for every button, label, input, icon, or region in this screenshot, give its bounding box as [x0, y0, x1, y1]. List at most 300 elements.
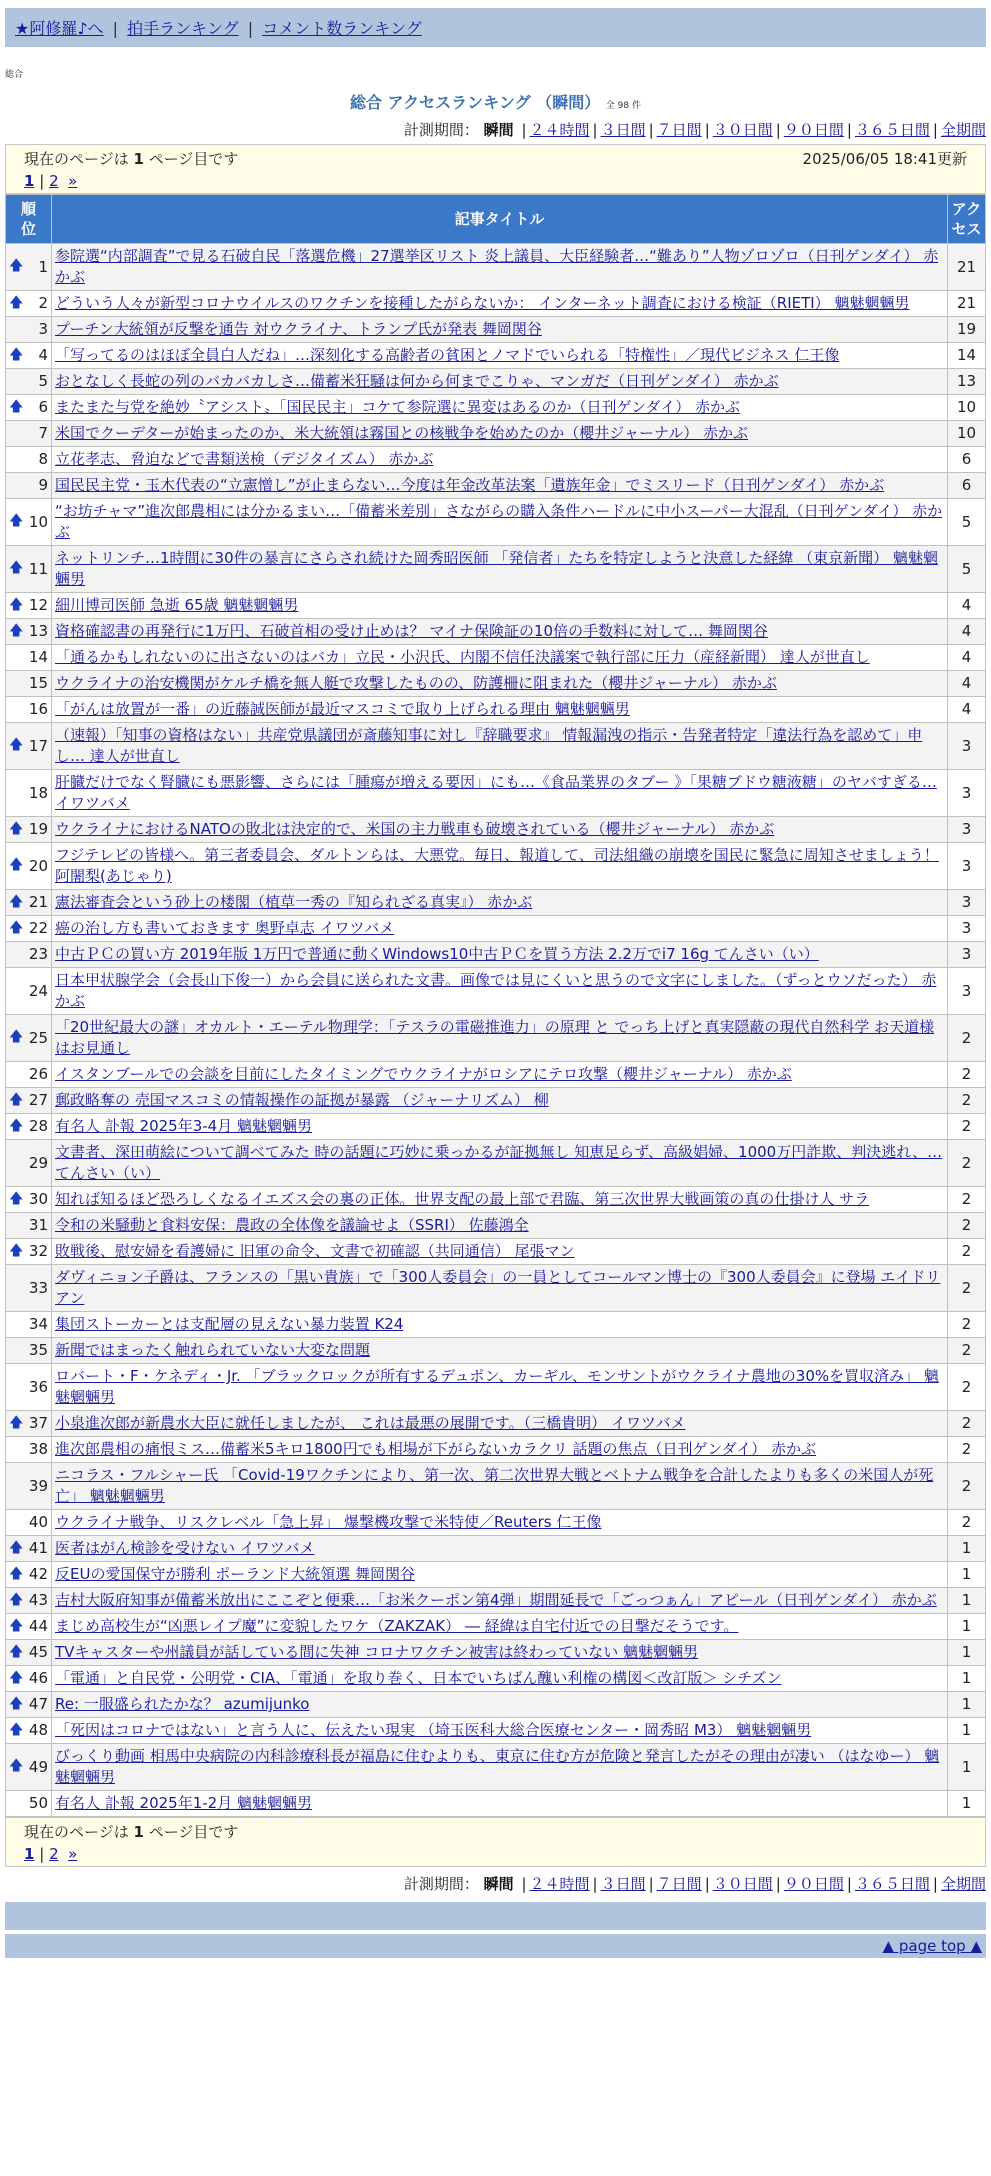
article-link[interactable]: 知れば知るほど恐ろしくなるイエズス会の裏の正体。世界支配の最上部で君臨、第三次世界大戦画策の真の仕掛け人 サラ — [55, 1190, 870, 1208]
period-separator: | — [592, 121, 598, 139]
access-count: 13 — [948, 369, 986, 395]
article-link[interactable]: 資格確認書の再発行に1万円、石破首相の受け止めは？ マイナ保険証の10倍の手数料に対して… 舞岡関谷 — [55, 622, 768, 640]
access-count: 3 — [948, 770, 986, 817]
article-link[interactable]: Re: 一服盛られたかな？ azumijunko — [55, 1695, 310, 1713]
title-cell — [52, 723, 948, 770]
period-link-2[interactable]: ３日間 — [600, 121, 646, 139]
pager-bottom — [5, 1817, 986, 1867]
article-link[interactable]: 肝臓だけでなく腎臓にも悪影響、さらには「腫瘍が増える要因」にも…《食品業界のタブー 》「果糖ブドウ糖液糖」のヤバすぎる… イワツバメ — [55, 773, 937, 812]
table-row — [6, 291, 986, 317]
period-link-3[interactable]: ７日間 — [656, 1875, 702, 1893]
page-status-number: 1 — [133, 150, 144, 168]
up-arrow-icon: 🡅 — [9, 1695, 24, 1712]
table-row — [6, 1114, 986, 1140]
article-link[interactable]: ウクライナの治安機関がケルチ橋を無人艇で攻撃したものの、防護柵に阻まれた（櫻井ジャーナル） 赤かぶ — [55, 674, 777, 692]
title-cell — [52, 317, 948, 343]
category-label: 総合 — [5, 70, 24, 80]
home-link[interactable]: ★阿修羅♪へ — [15, 19, 104, 38]
period-separator: | — [846, 1875, 852, 1893]
article-link[interactable]: 令和の米騒動と食料安保：農政の全体像を議論せよ（SSRI） 佐藤鴻全 — [55, 1216, 529, 1234]
article-link[interactable]: 憲法審査会という砂上の楼閣（植草一秀の『知られざる真実』） 赤かぶ — [55, 893, 533, 911]
rank-cell — [6, 421, 52, 447]
article-link[interactable]: 国民民主党・玉木代表の“立憲憎し”が止まらない…今度は年金改革法案「遺族年金」でミスリード（日刊ゲンダイ） 赤かぶ — [55, 476, 885, 494]
table-row — [6, 1015, 986, 1062]
table-row — [6, 1265, 986, 1312]
table-row — [6, 1692, 986, 1718]
table-row — [6, 843, 986, 890]
rank-number: 43 — [28, 1591, 48, 1609]
access-count: 2 — [948, 1114, 986, 1140]
rank-cell — [6, 942, 52, 968]
page-links — [24, 1845, 967, 1863]
table-row — [6, 817, 986, 843]
period-separator: | — [648, 121, 654, 139]
period-link-5[interactable]: ９０日間 — [783, 121, 844, 139]
table-row — [6, 1338, 986, 1364]
rank-cell — [6, 244, 52, 291]
period-link-2[interactable]: ３日間 — [600, 1875, 646, 1893]
article-link[interactable]: まじめ高校生が“凶悪レイプ魔”に変貌したワケ（ZAKZAK） ― 経緯は自宅付近での目撃だそうです。 — [55, 1617, 739, 1635]
rank-cell — [6, 1666, 52, 1692]
rank-number: 32 — [28, 1242, 48, 1260]
article-link[interactable]: 郵政略奪の 売国マスコミの情報操作の証拠が暴露 （ジャーナリズム） 柳 — [55, 1091, 549, 1109]
rank-cell — [6, 1088, 52, 1114]
title-cell — [52, 843, 948, 890]
article-link[interactable]: 小泉進次郎が新農水大臣に就任しましたが、 これは最悪の展開です。（三橋貴明） イワツバメ — [55, 1414, 686, 1432]
title-cell — [52, 1588, 948, 1614]
access-count: 6 — [948, 447, 986, 473]
access-count: 2 — [948, 1338, 986, 1364]
table-row — [6, 499, 986, 546]
period-separator: | — [592, 1875, 598, 1893]
page-status-suffix: ページ目です — [148, 1823, 239, 1841]
rank-number: 4 — [38, 346, 48, 364]
table-row — [6, 1640, 986, 1666]
period-separator: | — [775, 1875, 781, 1893]
access-count: 2 — [948, 1437, 986, 1463]
period-label: 計測期間： — [403, 121, 479, 139]
rank-number: 6 — [38, 398, 48, 416]
article-link[interactable]: 吉村大阪府知事が備蓄米放出にここぞと便乗…「お米クーポン第4弾」期間延長で「ごっつぁん」アピール（日刊ゲンダイ） 赤かぶ — [55, 1591, 937, 1609]
table-row — [6, 671, 986, 697]
access-count: 1 — [948, 1692, 986, 1718]
title-cell — [52, 1088, 948, 1114]
rank-number: 30 — [28, 1190, 48, 1208]
up-arrow-icon: 🡅 — [9, 1242, 24, 1259]
rank-number: 26 — [28, 1065, 48, 1083]
period-separator: | — [648, 1875, 654, 1893]
article-link[interactable]: 反EUの愛国保守が勝利 ポーランド大統領選 舞岡関谷 — [55, 1565, 415, 1583]
rank-cell — [6, 499, 52, 546]
title-cell — [52, 916, 948, 942]
rank-cell — [6, 291, 52, 317]
article-link[interactable]: 米国でクーデターが始まったのか、米大統領は霧国との核戦争を始めたのか（櫻井ジャーナル） 赤かぶ — [55, 424, 748, 442]
page-status-prefix: 現在のページは — [24, 150, 129, 168]
article-link[interactable]: （速報）「知事の資格はない」共産党県議団が斎藤知事に対し『辞職要求』 情報漏洩の指示・告発者特定「違法行為を認めて」申し… 達人が世直し — [55, 726, 923, 765]
period-link-4[interactable]: ３０日間 — [712, 121, 773, 139]
article-link[interactable]: TVキャスターや州議員が話している間に失神 コロナワクチン被害は終わっていない 魑魅魍魎男 — [55, 1643, 699, 1661]
period-separator: | — [704, 121, 710, 139]
title-cell — [52, 343, 948, 369]
title-cell — [52, 1213, 948, 1239]
rank-number: 20 — [28, 856, 48, 875]
article-link[interactable]: 敗戦後、慰安婦を看護婦に 旧軍の命令、文書で初確認（共同通信） 尾張マン — [55, 1242, 575, 1260]
rank-number: 49 — [28, 1757, 48, 1776]
title-cell — [52, 1114, 948, 1140]
access-count: 2 — [948, 1187, 986, 1213]
up-arrow-icon: 🡅 — [9, 513, 24, 530]
table-row — [6, 1187, 986, 1213]
next-page-link[interactable]: » — [68, 172, 78, 190]
rank-cell — [6, 1536, 52, 1562]
article-link[interactable]: ネットリンチ…1時間に30件の暴言にさらされ続けた岡秀昭医師 「発信者」たちを特定しようと決意した経緯 （東京新聞） 魑魅魍魎男 — [55, 549, 938, 588]
access-count: 2 — [948, 1265, 986, 1312]
table-row — [6, 1588, 986, 1614]
article-link[interactable]: おとなしく長蛇の列のバカバカしさ…備蓄米狂騒は何から何までこりゃ、マンガだ（日刊ゲンダイ） 赤かぶ — [55, 372, 779, 390]
access-count: 3 — [948, 817, 986, 843]
title-cell — [52, 395, 948, 421]
article-link[interactable]: ニコラス・フルシャー氏 「Covid-19ワクチンにより、第一次、第二次世界大戦とベトナム戦争を合計したよりも多くの米国人が死亡」 魑魅魍魎男 — [55, 1466, 934, 1505]
rank-number: 39 — [28, 1476, 48, 1495]
table-row — [6, 942, 986, 968]
rank-cell — [6, 1463, 52, 1510]
rank-cell — [6, 343, 52, 369]
rank-number: 9 — [38, 476, 48, 494]
rank-cell — [6, 890, 52, 916]
page-link-2[interactable]: 2 — [49, 172, 59, 190]
title-cell — [52, 645, 948, 671]
rank-cell — [6, 1213, 52, 1239]
rank-cell — [6, 473, 52, 499]
period-current: 瞬間 — [483, 121, 514, 139]
title-cell — [52, 1791, 948, 1817]
access-count: 3 — [948, 843, 986, 890]
article-link[interactable]: ウクライナにおけるNATOの敗北は決定的で、米国の主力戦車も破壊されている（櫻井ジャーナル） 赤かぶ — [55, 820, 775, 838]
up-arrow-icon: 🡅 — [9, 1565, 24, 1582]
period-separator: | — [932, 121, 938, 139]
access-count: 1 — [948, 1562, 986, 1588]
rank-number: 24 — [28, 981, 48, 1000]
up-arrow-icon: 🡅 — [9, 346, 24, 363]
up-arrow-icon: 🡅 — [9, 1117, 24, 1134]
page-status-suffix: ページ目です — [148, 150, 239, 168]
rank-cell — [6, 671, 52, 697]
article-link[interactable]: ロバート・F・ケネディ・Jr. 「ブラックロックが所有するデュポン、カーギル、モンサントがウクライナ農地の30%を買収済み」 魑魅魍魎男 — [55, 1367, 939, 1406]
rank-cell — [6, 593, 52, 619]
period-link-3[interactable]: ７日間 — [656, 121, 702, 139]
access-count: 2 — [948, 1140, 986, 1187]
rank-number: 14 — [28, 648, 48, 666]
col-rank-header: 順位 — [6, 195, 52, 244]
rank-cell — [6, 1114, 52, 1140]
up-arrow-icon: 🡅 — [9, 820, 24, 837]
page-top-link[interactable]: ▲ page top ▲ — [882, 1937, 982, 1955]
rank-cell — [6, 1364, 52, 1411]
rank-cell — [6, 395, 52, 421]
article-link[interactable]: 参院選“内部調査”で見る石破自民「落選危機」27選挙区リスト 炎上議員、大臣経験者…“難あり”人物ゾロゾロ（日刊ゲンダイ） 赤かぶ — [55, 247, 939, 286]
up-arrow-icon: 🡅 — [9, 893, 24, 910]
access-count: 3 — [948, 968, 986, 1015]
article-link[interactable]: “お坊チャマ”進次郎農相には分かるまい…「備蓄米差別」さながらの購入条件ハードルに中小スーパー大混乱（日刊ゲンダイ） 赤かぶ — [55, 502, 943, 541]
title-cell — [52, 1463, 948, 1510]
title-cell — [52, 291, 948, 317]
rank-cell — [6, 1140, 52, 1187]
article-link[interactable]: 集団ストーカーとは支配層の見えない暴力装置 K24 — [55, 1315, 404, 1333]
up-arrow-icon: 🡅 — [9, 596, 24, 613]
up-arrow-icon: 🡅 — [9, 1091, 24, 1108]
access-count: 19 — [948, 317, 986, 343]
article-link[interactable]: 中古ＰＣの買い方 2019年版 1万円で普通に動くWindows10中古ＰＣを買う方法 2.2万でi7 16g てんさい（い） — [55, 945, 819, 963]
up-arrow-icon: 🡅 — [9, 622, 24, 639]
access-count: 21 — [948, 291, 986, 317]
ranking-body — [6, 244, 986, 1817]
period-separator: | — [775, 121, 781, 139]
up-arrow-icon: 🡅 — [9, 560, 24, 577]
article-link[interactable]: 「死因はコロナではない」と言う人に、伝えたい現実 （埼玉医科大総合医療センター・岡秀昭 M3） 魑魅魍魎男 — [55, 1721, 812, 1739]
period-link-1[interactable]: ２４時間 — [529, 1875, 590, 1893]
period-label: 計測期間： — [403, 1875, 479, 1893]
article-link[interactable]: 「がんは放置が一番」の近藤誠医師が最近マスコミで取り上げられる理由 魑魅魍魎男 — [55, 700, 630, 718]
period-link-4[interactable]: ３０日間 — [712, 1875, 773, 1893]
up-arrow-icon: 🡅 — [9, 1721, 24, 1738]
total-count: 全 98 件 — [605, 101, 641, 111]
title-cell — [52, 244, 948, 291]
rank-cell — [6, 968, 52, 1015]
rank-cell — [6, 1187, 52, 1213]
table-row — [6, 395, 986, 421]
article-link[interactable]: 「通るかもしれないのに出さないのはバカ」立民・小沢氏、内閣不信任決議案で執行部に圧力（産経新聞） 達人が世直し — [55, 648, 870, 666]
access-count: 1 — [948, 1536, 986, 1562]
page-status-prefix: 現在のページは — [24, 1823, 129, 1841]
access-count: 3 — [948, 942, 986, 968]
up-arrow-icon: 🡅 — [9, 1190, 24, 1207]
rank-number: 13 — [28, 622, 48, 640]
rank-number: 3 — [38, 320, 48, 338]
period-links — [518, 121, 986, 139]
rank-number: 34 — [28, 1315, 48, 1333]
article-link[interactable]: どういう人々が新型コロナウイルスのワクチンを接種したがらないか： インターネット調査における検証（RIETI） 魑魅魍魎男 — [55, 294, 910, 312]
top-nav — [5, 8, 986, 47]
article-link[interactable]: 「電通」と自民党・公明党・CIA、「電通」を取り巻く、日本でいちばん醜い利権の構図＜改訂版＞ シチズン — [55, 1669, 782, 1687]
nav-separator: | — [247, 19, 254, 38]
up-arrow-icon: 🡅 — [9, 857, 24, 874]
title-cell — [52, 1640, 948, 1666]
title-cell — [52, 968, 948, 1015]
title-cell — [52, 671, 948, 697]
access-count: 10 — [948, 421, 986, 447]
access-count: 2 — [948, 1364, 986, 1411]
title-cell — [52, 890, 948, 916]
period-selector-top — [5, 119, 986, 140]
article-link[interactable]: 進次郎農相の痛恨ミス…備蓄米5キロ1800円でも相場が下がらないカラクリ 話題の焦点（日刊ゲンダイ） 赤かぶ — [55, 1440, 817, 1458]
rank-cell — [6, 1239, 52, 1265]
rank-number: 10 — [28, 512, 48, 531]
article-link[interactable]: またまた与党を絶妙〝アシスト〟「国民民主」コケて参院選に異変はあるのか（日刊ゲンダイ） 赤かぶ — [55, 398, 741, 416]
title-cell — [52, 1312, 948, 1338]
table-row — [6, 1140, 986, 1187]
rank-number: 37 — [28, 1414, 48, 1432]
rank-cell — [6, 770, 52, 817]
up-arrow-icon: 🡅 — [9, 294, 24, 311]
page-link-2[interactable]: 2 — [49, 1845, 59, 1863]
up-arrow-icon: 🡅 — [9, 919, 24, 936]
title-cell — [52, 697, 948, 723]
period-separator: | — [521, 1875, 527, 1893]
applause-ranking-link[interactable]: 拍手ランキング — [127, 19, 239, 38]
table-row — [6, 244, 986, 291]
rank-number: 23 — [28, 945, 48, 963]
rank-number: 35 — [28, 1341, 48, 1359]
up-arrow-icon: 🡅 — [9, 1643, 24, 1660]
title-cell — [52, 1062, 948, 1088]
period-separator: | — [846, 121, 852, 139]
access-count: 21 — [948, 244, 986, 291]
page-status-number: 1 — [133, 1823, 144, 1841]
period-link-6[interactable]: ３６５日間 — [854, 121, 930, 139]
rank-number: 11 — [28, 559, 48, 578]
rank-number: 27 — [28, 1091, 48, 1109]
article-link[interactable]: 細川博司医師 急逝 65歳 魑魅魍魎男 — [55, 596, 299, 614]
title-cell — [52, 942, 948, 968]
title-cell — [52, 473, 948, 499]
table-row — [6, 317, 986, 343]
rank-cell — [6, 546, 52, 593]
access-count: 10 — [948, 395, 986, 421]
article-link[interactable]: 新聞ではまったく触れられていない大変な問題 — [55, 1341, 371, 1359]
page-link-1[interactable]: 1 — [24, 1845, 35, 1863]
access-count: 1 — [948, 1614, 986, 1640]
access-count: 2 — [948, 1213, 986, 1239]
title-cell — [52, 499, 948, 546]
rank-cell — [6, 1015, 52, 1062]
title-cell — [52, 1187, 948, 1213]
article-link[interactable]: 日本甲状腺学会（会長山下俊一）から会員に送られた文書。画像では見にくいと思うので文字にしました。（ずっとウソだった） 赤かぶ — [55, 971, 937, 1010]
article-link[interactable]: 有名人 訃報 2025年3-4月 魑魅魍魎男 — [55, 1117, 312, 1135]
rank-number: 36 — [28, 1377, 48, 1396]
article-link[interactable]: イスタンブールでの会談を目前にしたタイミングでウクライナがロシアにテロ攻撃（櫻井ジャーナル） 赤かぶ — [55, 1065, 792, 1083]
table-row — [6, 619, 986, 645]
period-link-5[interactable]: ９０日間 — [783, 1875, 844, 1893]
rank-cell — [6, 1588, 52, 1614]
table-row — [6, 916, 986, 942]
access-count: 2 — [948, 1510, 986, 1536]
title-cell — [52, 447, 948, 473]
next-page-link[interactable]: » — [68, 1845, 78, 1863]
table-row — [6, 447, 986, 473]
rank-cell — [6, 1312, 52, 1338]
title-cell — [52, 1614, 948, 1640]
rank-number: 40 — [28, 1513, 48, 1531]
table-row — [6, 968, 986, 1015]
title-cell — [52, 1364, 948, 1411]
col-title-header: 記事タイトル — [52, 195, 948, 244]
period-link-7[interactable]: 全期間 — [940, 121, 986, 139]
table-row — [6, 343, 986, 369]
table-row — [6, 1744, 986, 1791]
table-row — [6, 1364, 986, 1411]
page-link-1[interactable]: 1 — [24, 172, 35, 190]
rank-cell — [6, 843, 52, 890]
up-arrow-icon: 🡅 — [9, 398, 24, 415]
title-cell — [52, 1015, 948, 1062]
title-cell — [52, 1265, 948, 1312]
rank-number: 12 — [28, 596, 48, 614]
rank-number: 22 — [28, 919, 48, 937]
article-link[interactable]: 立花孝志、脅迫などで書類送検（デジタイズム） 赤かぶ — [55, 450, 434, 468]
access-count: 1 — [948, 1744, 986, 1791]
access-count: 4 — [948, 619, 986, 645]
article-link[interactable]: 「写ってるのはほぼ全員白人だね」…深刻化する高齢者の貧困とノマドでいられる「特権性」／現代ビジネス 仁王像 — [55, 346, 840, 364]
up-arrow-icon: 🡅 — [9, 1617, 24, 1634]
rank-cell — [6, 369, 52, 395]
table-row — [6, 1463, 986, 1510]
title-cell — [52, 817, 948, 843]
period-link-7[interactable]: 全期間 — [940, 1875, 986, 1893]
title-cell — [52, 1338, 948, 1364]
article-link[interactable]: ウクライナ戦争、リスクレベル「急上昇」 爆撃機攻撃で米特使／Reuters 仁王像 — [55, 1513, 602, 1531]
table-row — [6, 1411, 986, 1437]
rank-number: 31 — [28, 1216, 48, 1234]
table-row — [6, 1239, 986, 1265]
period-link-6[interactable]: ３６５日間 — [854, 1875, 930, 1893]
period-selector-bottom — [5, 1873, 986, 1894]
title-cell — [52, 1239, 948, 1265]
table-row — [6, 697, 986, 723]
period-link-1[interactable]: ２４時間 — [529, 121, 590, 139]
table-row — [6, 1062, 986, 1088]
access-count: 2 — [948, 1312, 986, 1338]
col-access-header: アクセス — [948, 195, 986, 244]
rank-number: 47 — [28, 1695, 48, 1713]
table-row — [6, 593, 986, 619]
rank-number: 29 — [28, 1153, 48, 1172]
article-link[interactable]: 医者はがん検診を受けない イワツバメ — [55, 1539, 315, 1557]
article-link[interactable]: びっくり動画 相馬中央病院の内科診療科長が福島に住むよりも、東京に住む方が危険と発言したがその理由が凄い （はなゆー） 魑魅魍魎男 — [55, 1747, 940, 1786]
access-count: 2 — [948, 1015, 986, 1062]
article-link[interactable]: フジテレビの皆様へ。第三者委員会、ダルトンらは、大悪党。毎日、報道して、司法組織の崩壊を国民に緊急に周知させましょう！ 阿闍梨(あじゃり) — [55, 846, 939, 885]
title-cell — [52, 770, 948, 817]
article-link[interactable]: プーチン大統領が反撃を通告 対ウクライナ、トランプ氏が発表 舞岡関谷 — [55, 320, 542, 338]
access-count: 1 — [948, 1666, 986, 1692]
ranking-table — [5, 194, 986, 1817]
rank-cell — [6, 1062, 52, 1088]
rank-cell — [6, 697, 52, 723]
article-link[interactable]: 有名人 訃報 2025年1-2月 魑魅魍魎男 — [55, 1794, 312, 1812]
table-row — [6, 1791, 986, 1817]
updated-timestamp: 2025/06/05 18:41更新 — [802, 150, 967, 168]
title-cell — [52, 619, 948, 645]
article-link[interactable]: ダヴィニョン子爵は、フランスの「黒い貴族」で「300人委員会」の一員としてコールマン博士の『300人委員会』に登場 エイドリアン — [55, 1268, 941, 1307]
table-row — [6, 723, 986, 770]
rank-number: 8 — [38, 450, 48, 468]
title-cell — [52, 1140, 948, 1187]
rank-cell — [6, 1744, 52, 1791]
rank-number: 48 — [28, 1721, 48, 1739]
rank-cell — [6, 317, 52, 343]
rank-number: 38 — [28, 1440, 48, 1458]
rank-number: 5 — [38, 372, 48, 390]
article-link[interactable]: 癌の治し方も書いておきます 奥野卓志 イワツバメ — [55, 919, 395, 937]
comment-ranking-link[interactable]: コメント数ランキング — [262, 19, 422, 38]
access-count: 6 — [948, 473, 986, 499]
article-link[interactable]: 文書者、深田萌絵について調べてみた 時の話題に巧妙に乗っかるが証拠無し 知恵足らず、高級娼婦、1000万円詐欺、判決逃れ、… てんさい（い） — [55, 1143, 943, 1182]
period-separator: | — [521, 121, 527, 139]
page-links — [24, 172, 967, 190]
title-cell — [52, 1692, 948, 1718]
rank-cell — [6, 1437, 52, 1463]
nav-separator: | — [112, 19, 119, 38]
article-link[interactable]: 「20世紀最大の謎」オカルト・エーテル物理学：「テスラの電磁推進力」の原理 と でっち上げと真実隠蔽の現代自然科学 お天道様はお見通し — [55, 1018, 935, 1057]
